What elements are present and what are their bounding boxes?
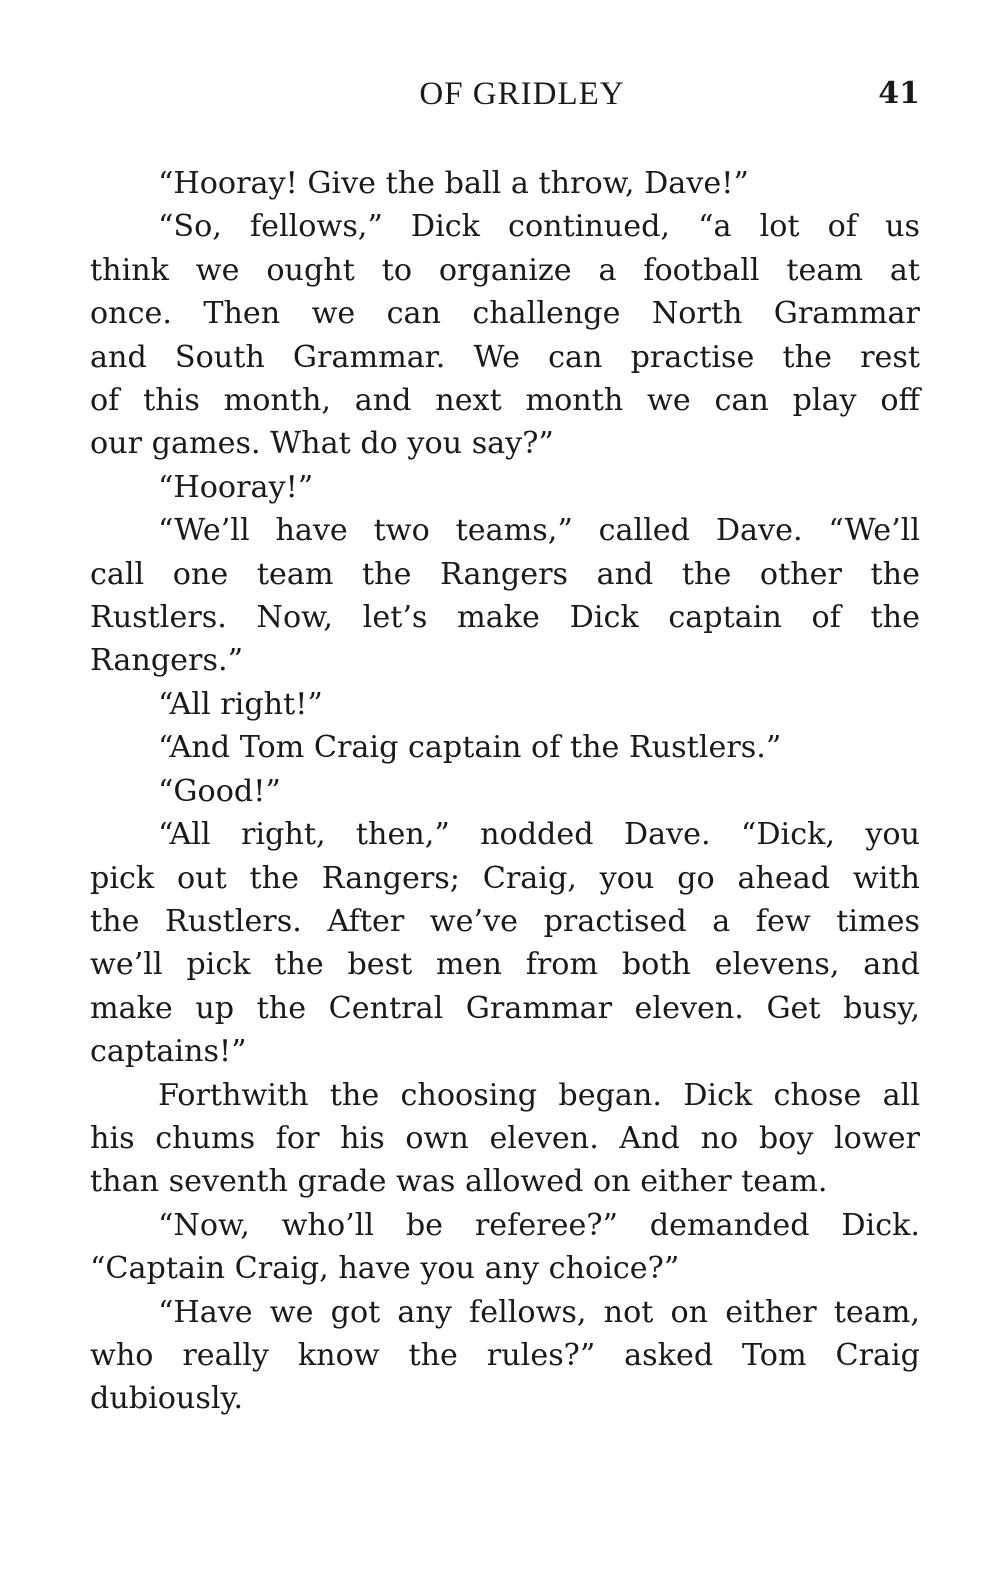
paragraph (90, 1291, 920, 1421)
text-line: we’ll pick the best men from both elevens, and (90, 947, 920, 983)
paragraph (124, 770, 920, 813)
paragraph (90, 1204, 920, 1291)
text-line: our games. What do you say?” (90, 426, 554, 462)
paragraph (90, 509, 920, 683)
text-line: the Rustlers. After we’ve practised a few times (90, 903, 920, 939)
text-line: “So, fellows,” Dick continued, “a lot of us (158, 209, 920, 245)
paragraph (124, 162, 920, 205)
page-header (124, 72, 920, 116)
paragraph (124, 726, 920, 769)
paragraph (124, 466, 920, 509)
paragraph (90, 205, 920, 465)
text-line: “All right, then,” nodded Dave. “Dick, you (158, 817, 920, 853)
text-line: “Good!” (158, 773, 281, 809)
text-line: who really know the rules?” asked Tom Craig (90, 1337, 920, 1373)
paragraph (124, 683, 920, 726)
body-text (90, 162, 920, 1421)
text-line: “All right!” (158, 686, 323, 722)
text-line: captains!” (90, 1034, 247, 1070)
text-line: and South Grammar. We can practise the rest (90, 339, 920, 375)
text-line: than seventh grade was allowed on either team. (90, 1164, 828, 1200)
text-line: “We’ll have two teams,” called Dave. “We’ll (158, 513, 920, 549)
text-line: “Have we got any fellows, not on either team, (158, 1294, 920, 1330)
text-line: think we ought to organize a football team at (90, 252, 920, 288)
text-line: his chums for his own eleven. And no boy lower (90, 1120, 920, 1156)
text-line: of this month, and next month we can play off (90, 383, 920, 419)
text-line: Rangers.” (90, 643, 244, 679)
page-number: 41 (878, 76, 920, 111)
text-line: Rustlers. Now, let’s make Dick captain of the (90, 600, 920, 636)
paragraph (90, 813, 920, 1073)
text-line: dubiously. (90, 1381, 244, 1417)
text-line: “Hooray! Give the ball a throw, Dave!” (158, 166, 749, 201)
text-line: pick out the Rangers; Craig, you go ahead with (90, 860, 920, 896)
text-line: “Hooray!” (158, 469, 314, 505)
text-line: once. Then we can challenge North Grammar (90, 296, 920, 332)
text-line: “Now, who’ll be referee?” demanded Dick. (158, 1207, 920, 1243)
paragraph (90, 1074, 920, 1204)
text-line: “And Tom Craig captain of the Rustlers.” (158, 730, 782, 766)
text-line: make up the Central Grammar eleven. Get busy, (90, 990, 920, 1026)
text-line: Forthwith the choosing began. Dick chose all (158, 1077, 920, 1113)
running-head: OF GRIDLEY (419, 76, 625, 112)
text-line: “Captain Craig, have you any choice?” (90, 1251, 680, 1287)
text-line: call one team the Rangers and the other the (90, 556, 920, 592)
